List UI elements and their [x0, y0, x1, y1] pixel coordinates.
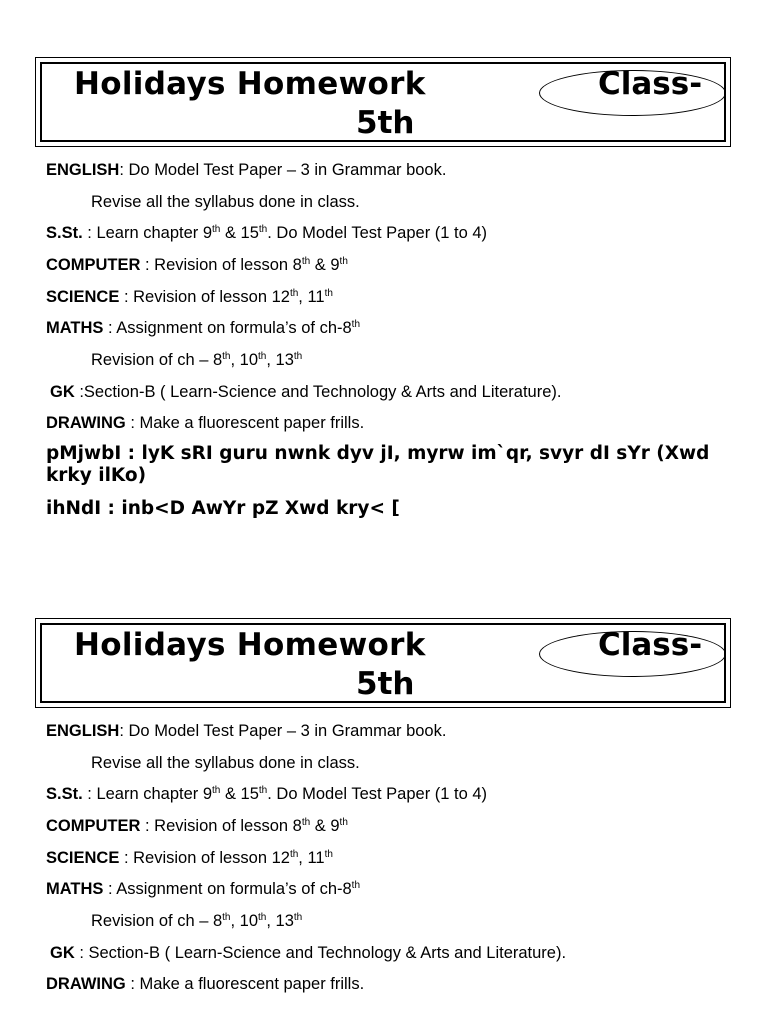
title-box — [35, 618, 731, 708]
page-title: Holidays Homework — [74, 627, 426, 663]
gk-line: GK : Section-B ( Learn-Science and Technology & Arts and Literature). — [50, 944, 567, 962]
title-box — [35, 57, 731, 147]
sst-line: S.St. : Learn chapter 9th & 15th. Do Model Test Paper (1 to 4) — [46, 785, 488, 803]
maths-line-2: Revision of ch – 8th, 10th, 13th — [91, 912, 303, 930]
drawing-line: DRAWING : Make a fluorescent paper frills. — [46, 975, 365, 993]
maths-line-2: Revision of ch – 8th, 10th, 13th — [91, 351, 303, 369]
english-line-2: Revise all the syllabus done in class. — [91, 754, 360, 772]
class-label: Class- — [598, 66, 703, 102]
hindi-line: ihNdI : inb<D AwYr pZ Xwd kry< [ — [46, 498, 400, 519]
english-line-2: Revise all the syllabus done in class. — [91, 193, 360, 211]
english-line: ENGLISH: Do Model Test Paper – 3 in Grammar book. — [46, 722, 447, 740]
punjabi-line: pMjwbI : lyK sRI guru nwnk dyv jI, myrw im`qr, svyr dI sYr (Xwd krky ilKo) — [46, 443, 710, 486]
maths-line: MATHS : Assignment on formula’s of ch-8th — [46, 880, 361, 898]
class-label: Class- — [598, 627, 703, 663]
science-line: SCIENCE : Revision of lesson 12th, 11th — [46, 288, 333, 306]
computer-line: COMPUTER : Revision of lesson 8th & 9th — [46, 256, 348, 274]
gk-line: GK :Section-B ( Learn-Science and Technology & Arts and Literature). — [50, 383, 562, 401]
sst-line: S.St. : Learn chapter 9th & 15th. Do Model Test Paper (1 to 4) — [46, 224, 488, 242]
computer-line: COMPUTER : Revision of lesson 8th & 9th — [46, 817, 348, 835]
page-title: Holidays Homework — [74, 66, 426, 102]
grade-label: 5th — [356, 105, 415, 141]
grade-label: 5th — [356, 666, 415, 702]
maths-line: MATHS : Assignment on formula’s of ch-8th — [46, 319, 361, 337]
science-line: SCIENCE : Revision of lesson 12th, 11th — [46, 849, 333, 867]
drawing-line: DRAWING : Make a fluorescent paper frills. — [46, 414, 365, 432]
english-line: ENGLISH: Do Model Test Paper – 3 in Grammar book. — [46, 161, 447, 179]
